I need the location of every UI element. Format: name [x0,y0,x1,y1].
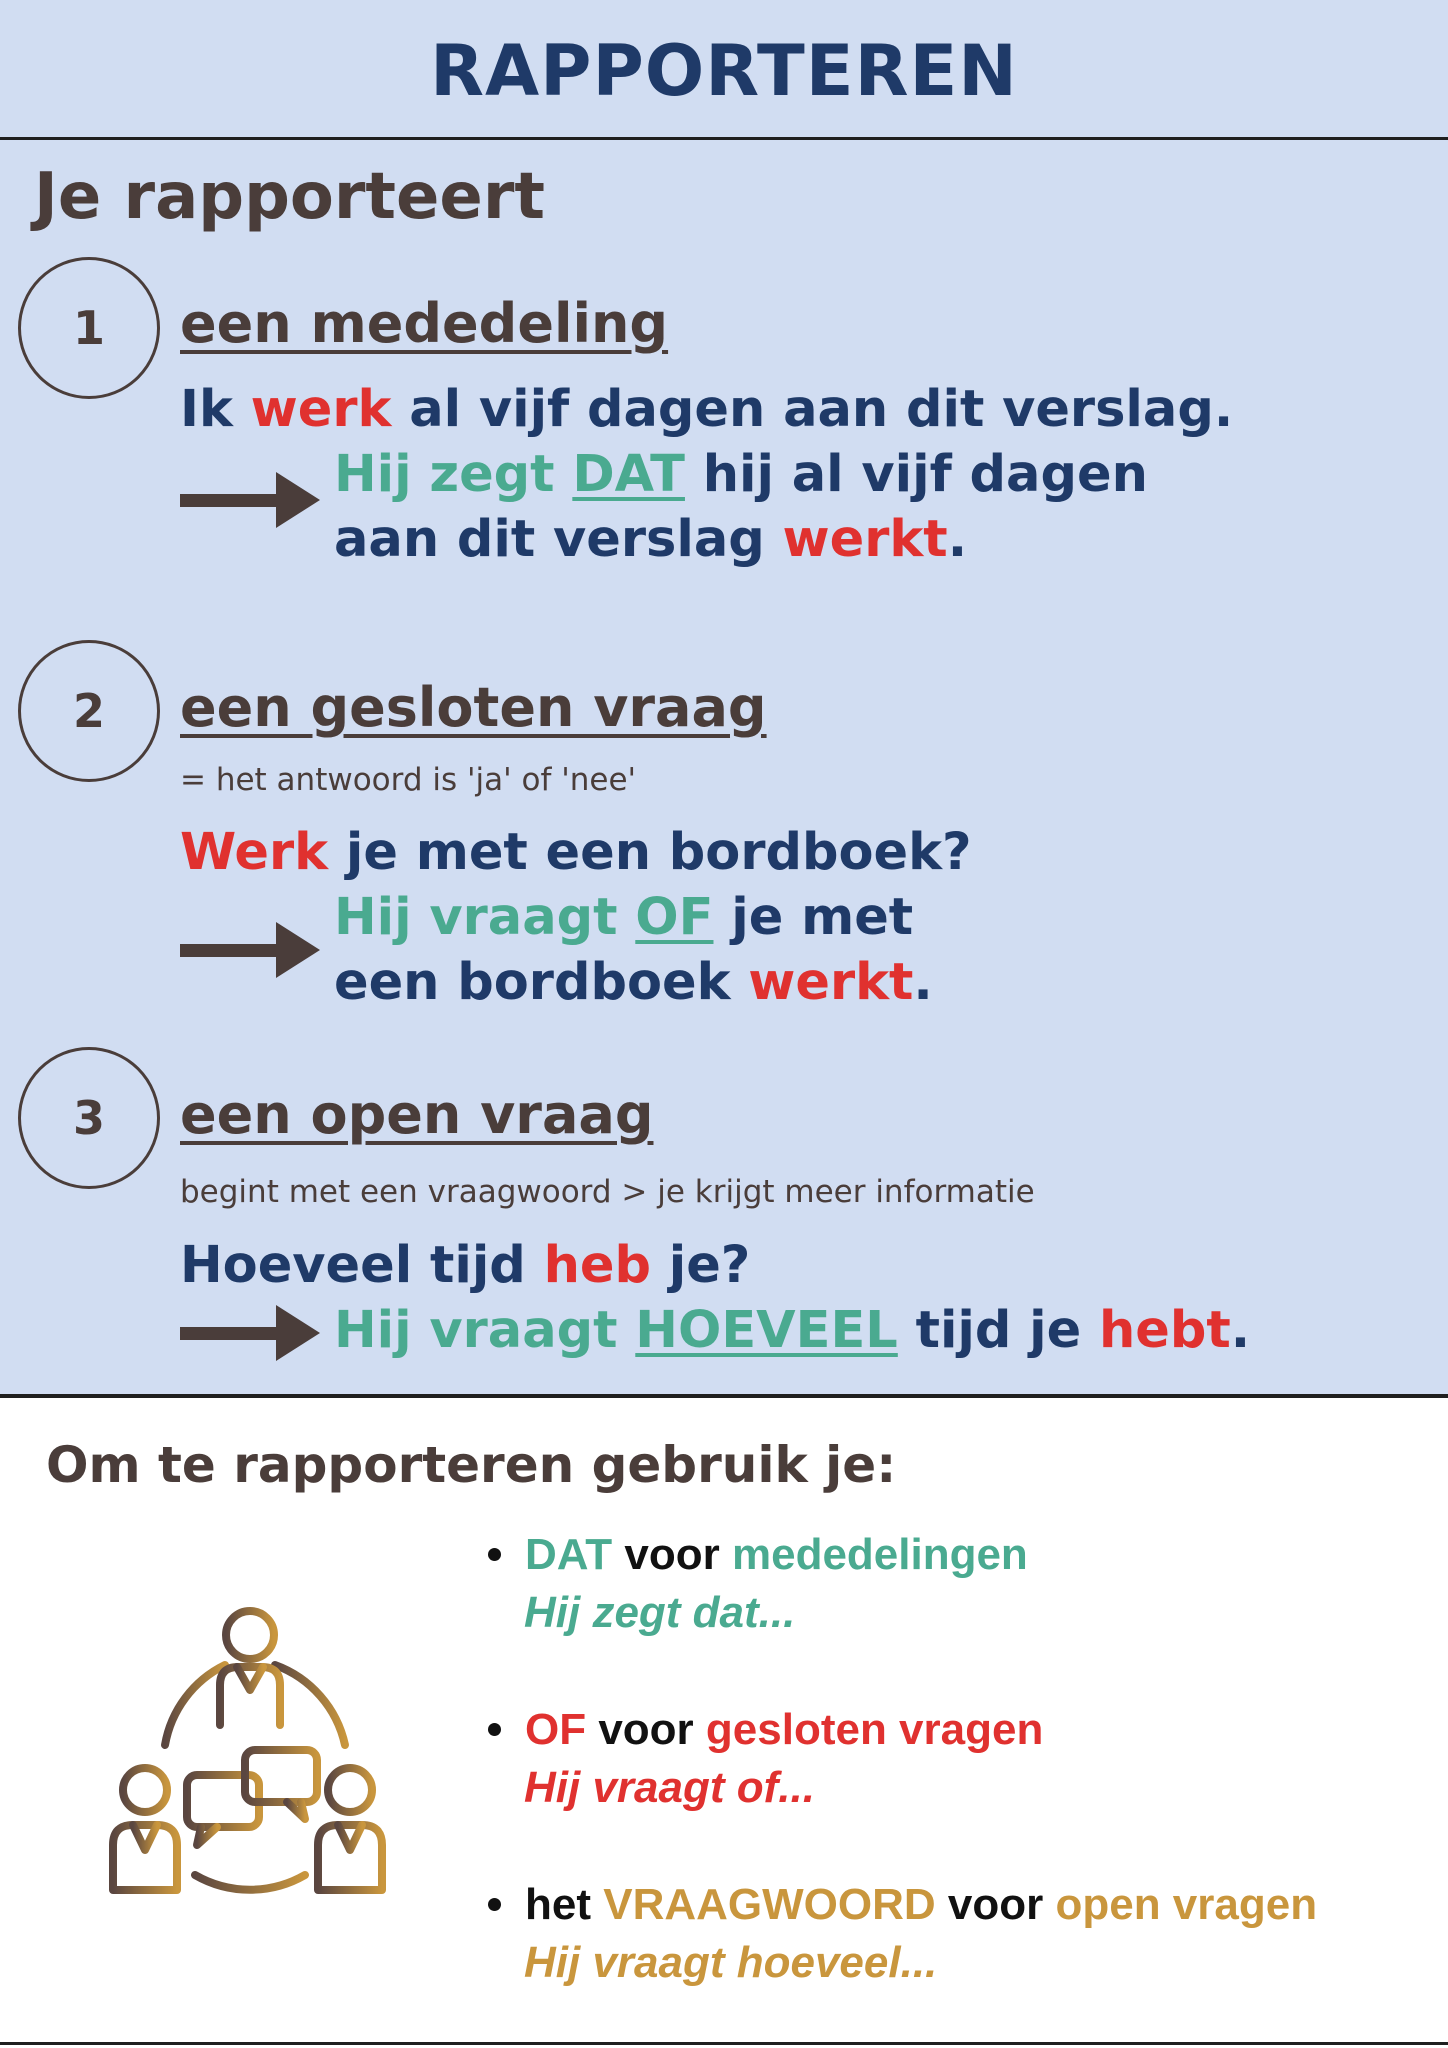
section-note-2: = het antwoord is 'ja' of 'nee' [180,762,637,798]
report-sentence-2b: een bordboek werkt. [334,953,933,1012]
number-circle-3 [18,1047,160,1189]
bullet-icon [488,1723,501,1736]
section-note-3: begint met een vraagwoord > je krijgt meer informatie [180,1174,1035,1210]
summary-item-vraagwoord: het VRAAGWOORD voor open vragen [488,1880,1317,1930]
arrow-right-icon [180,920,320,980]
header [0,0,1448,140]
example-sentence-1: Ik werk al vijf dagen aan dit verslag. [180,380,1234,439]
bottom-border [0,2042,1448,2045]
number-circle-1 [18,257,160,399]
report-sentence-1b: aan dit verslag werkt. [334,510,968,569]
conjunction-of: OF [635,888,714,947]
number-circle-2 [18,640,160,782]
number-1: 1 [72,301,105,355]
intro-subtitle: Je rapporteert [34,160,545,234]
summary-example-of: Hij vraagt of... [524,1763,815,1812]
summary-item-dat: DAT voor mededelingen [488,1530,1028,1580]
arrow-right-icon [180,1303,320,1363]
page-title: RAPPORTEREN [430,30,1018,112]
report-sentence-1a: Hij zegt DAT hij al vijf dagen [334,445,1148,504]
number-2: 2 [72,684,105,738]
example-sentence-3: Hoeveel tijd heb je? [180,1236,751,1295]
summary-example-vraagwoord: Hij vraagt hoeveel... [524,1938,938,1987]
section-title-2: een gesloten vraag [180,676,767,739]
summary-title: Om te rapporteren gebruik je: [46,1436,897,1494]
section-title-1: een mededeling [180,292,669,355]
summary-item-of: OF voor gesloten vragen [488,1705,1043,1755]
verb-highlight: werk [250,380,392,439]
panel-divider [0,1394,1448,1398]
section-title-3: een open vraag [180,1083,654,1146]
conjunction-dat: DAT [572,445,685,504]
report-sentence-3: Hij vraagt HOEVEEL tijd je hebt. [334,1301,1251,1360]
number-3: 3 [72,1091,105,1145]
report-sentence-2a: Hij vraagt OF je met [334,888,914,947]
summary-example-dat: Hij zegt dat... [524,1588,796,1637]
example-sentence-2: Werk je met een bordboek? [180,823,972,882]
arrow-right-icon [180,470,320,530]
question-word-hoeveel: HOEVEEL [635,1301,898,1360]
bullet-icon [488,1898,501,1911]
people-conversation-icon [105,1605,395,1905]
bullet-icon [488,1548,501,1561]
